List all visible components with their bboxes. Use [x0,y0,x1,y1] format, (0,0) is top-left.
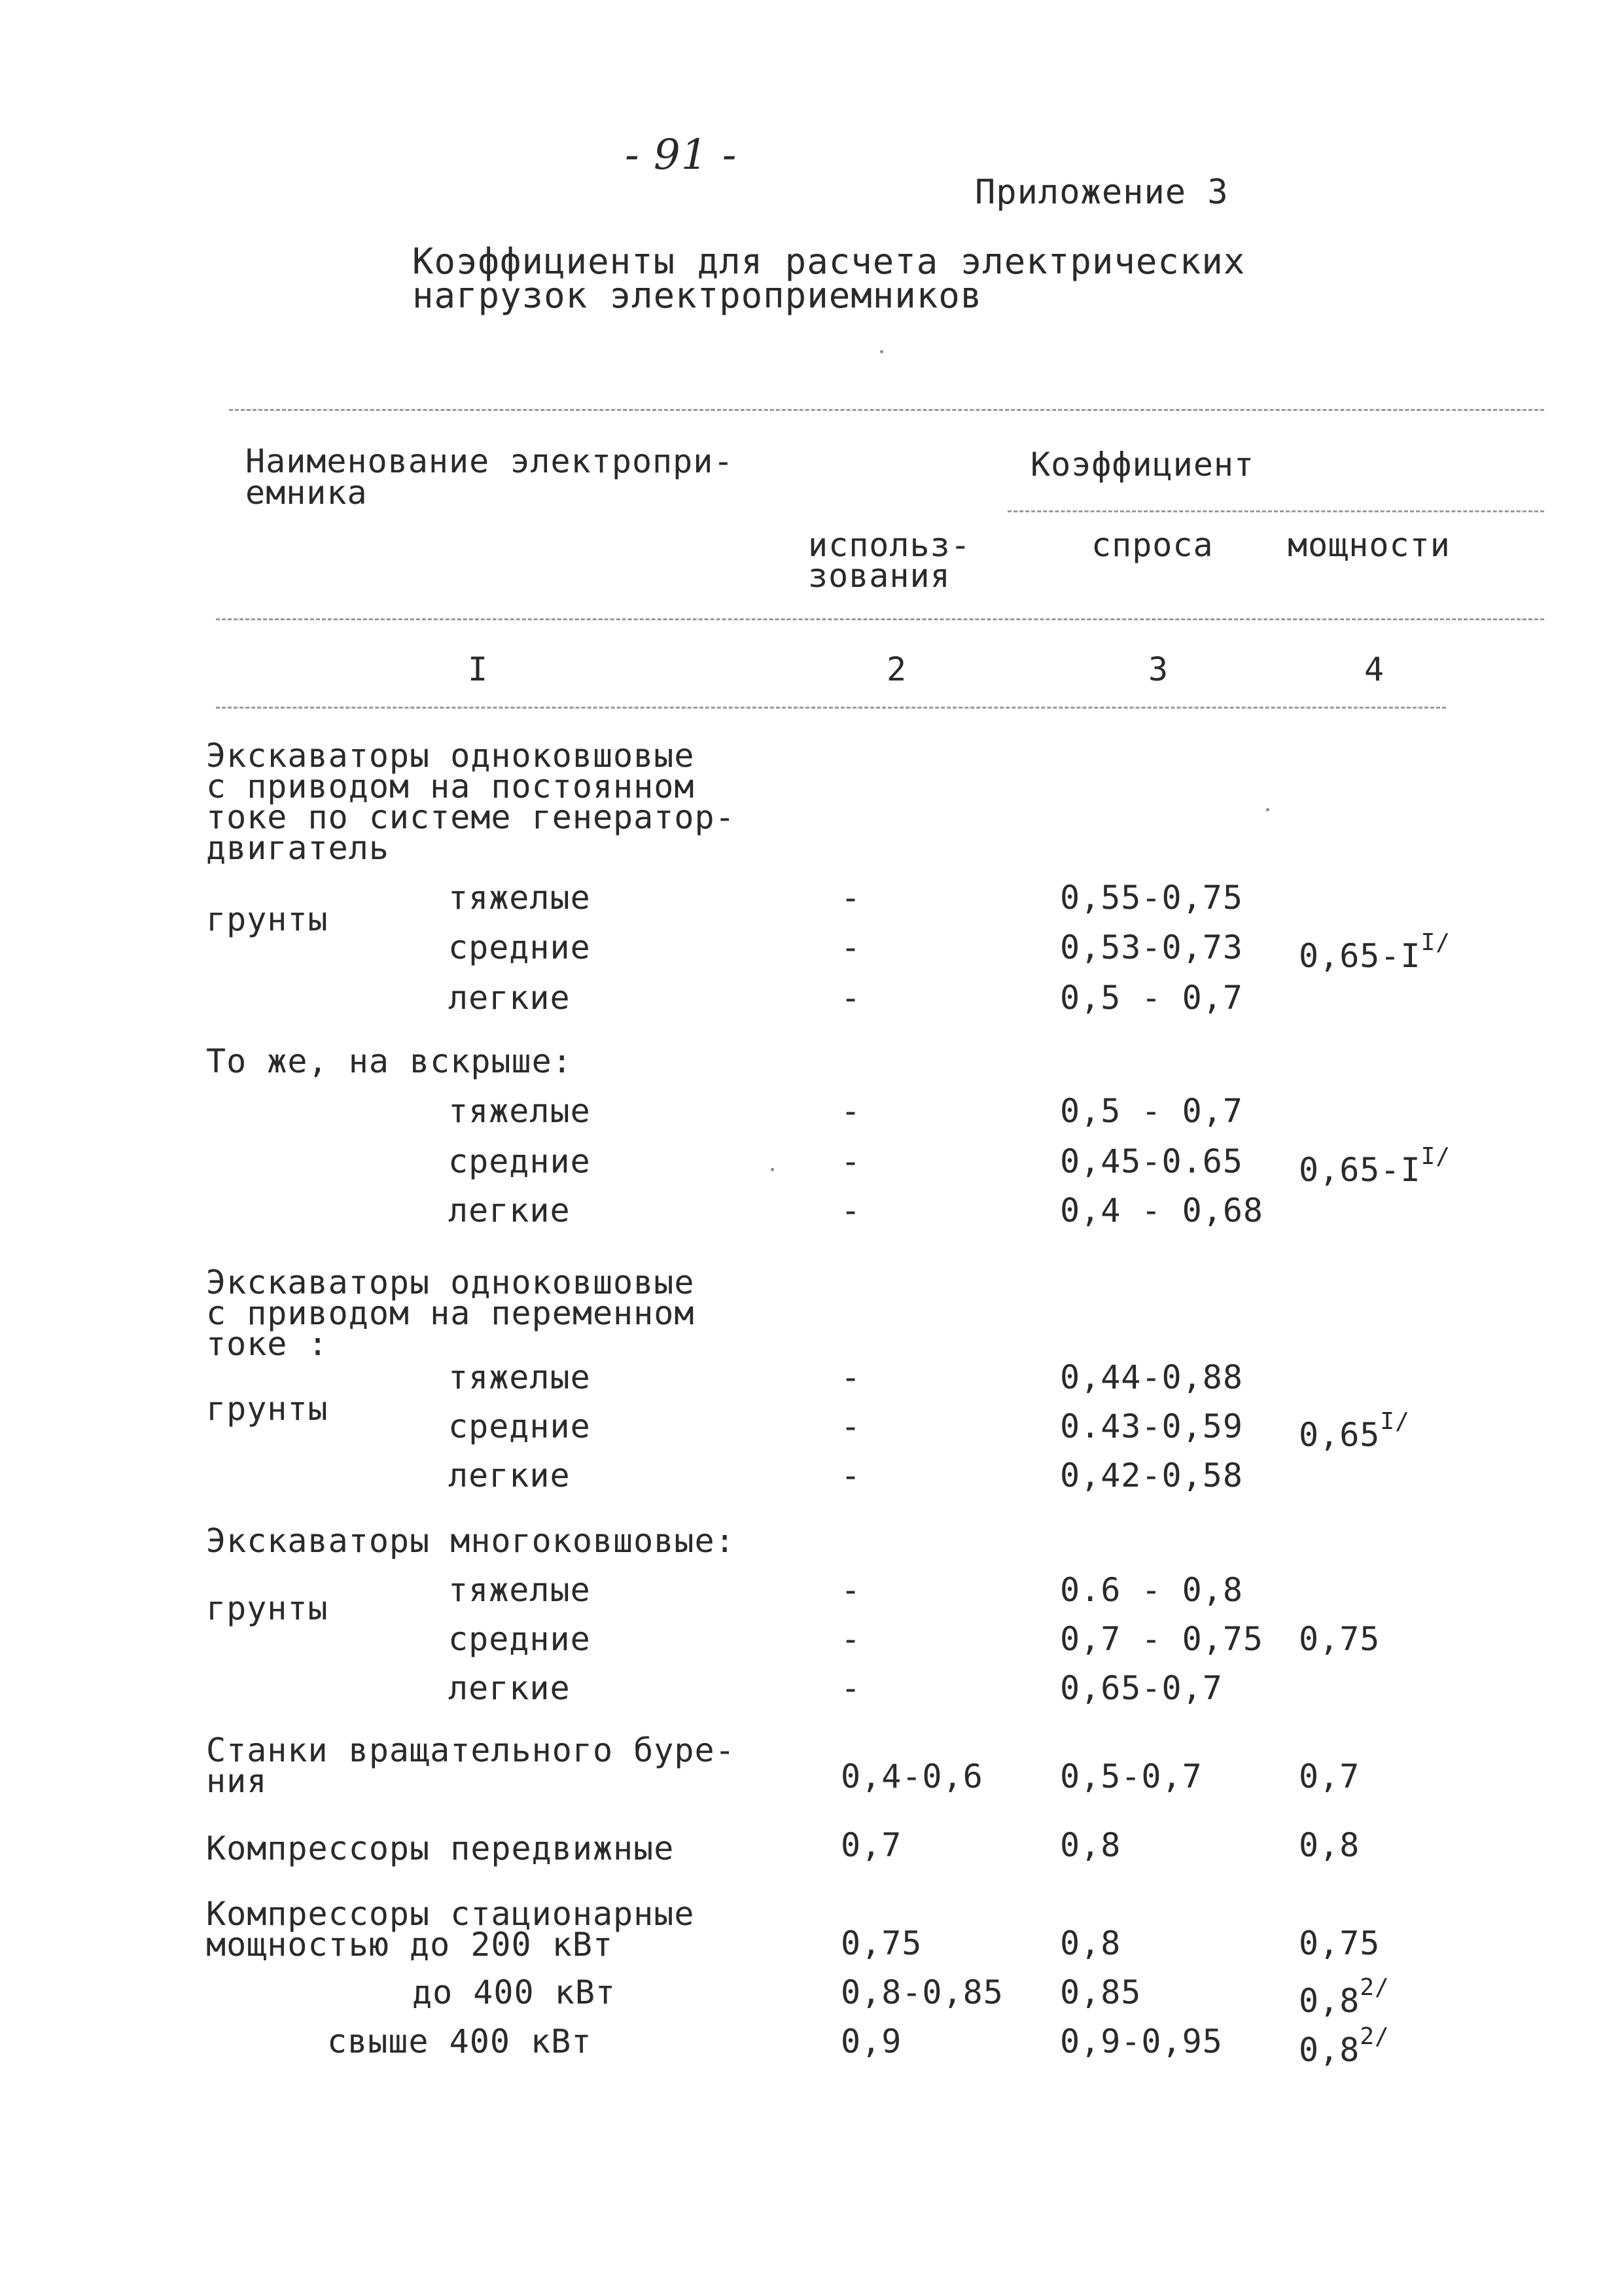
col-number-2: 2 [887,650,908,688]
section-4-row-1-demand: 0.6 - 0,8 [1060,1571,1243,1609]
section-7-row-3-power-value: 0,8 [1299,2031,1360,2069]
section-2-row-1-sub: тяжелые [448,1092,591,1130]
section-7-row-2-power [1299,1974,1390,2020]
section-2-row-2-demand: 0,45-0.65 [1060,1142,1243,1180]
section-5-title-line-2: ния [206,1762,268,1800]
section-2-power [1299,1143,1451,1189]
section-7-row-2-use: 0,8-0,85 [841,1973,1004,2011]
section-1-row-3-use: - [841,979,862,1017]
scan-speck [1266,808,1269,811]
section-3-row-3-use: - [841,1457,862,1494]
section-3-title-line-1: Экскаваторы одноковшовые [206,1263,695,1301]
section-7-row-3-label: свыше 400 кВт [327,2022,592,2060]
section-1-power-note: I/ [1420,929,1451,956]
section-6-use: 0,7 [841,1826,902,1864]
section-2-title: То же, на вскрыше: [206,1042,573,1080]
page-title-line-1: Коэффициенты для расчета электрических [412,241,1246,282]
section-3-row-1-sub: тяжелые [448,1358,591,1396]
section-1-row-2-demand: 0,53-0,73 [1060,928,1243,966]
section-2-row-2-sub: средние [448,1142,591,1180]
section-7-row-3-power-note: 2/ [1360,2023,1390,2050]
col-number-4: 4 [1364,650,1385,688]
section-1-power-value: 0,65-I [1299,937,1421,975]
section-7-row-3-power [1299,2023,1390,2069]
section-3-title-line-3: токе : [206,1325,328,1363]
col-number-rule [216,707,1446,709]
header-name-column-line-1: Наименование электропри- [245,442,734,480]
section-1-row-3-sub: легкие [448,979,571,1017]
header-name-column-line-2: емника [245,474,368,512]
section-5-title-line-1: Станки вращательного буре- [206,1731,735,1769]
section-2-power-note: I/ [1420,1143,1451,1170]
section-1-title-line-1: Экскаваторы одноковшовые [206,737,695,775]
section-3-title-line-2: с приводом на переменном [206,1294,695,1332]
header-demand: спроса [1091,526,1214,564]
coef-group-rule [1008,510,1544,512]
section-7-row-1-use: 0,75 [841,1924,923,1962]
section-2-row-2-use: - [841,1142,862,1180]
section-3-row-1-use: - [841,1358,862,1396]
section-3-power-note: I/ [1380,1408,1410,1435]
col-number-3: 3 [1148,650,1169,688]
section-3-row-2-use: - [841,1407,862,1445]
table-top-rule [229,409,1544,411]
section-4-row-2-sub: средние [448,1620,591,1658]
col-number-1: I [468,650,489,688]
section-6-power: 0,8 [1299,1826,1360,1864]
header-bottom-rule [216,618,1544,620]
section-1-row-3-demand: 0,5 - 0,7 [1060,979,1243,1017]
header-use-line-2: зования [808,557,951,595]
section-6-demand: 0,8 [1060,1826,1121,1864]
section-1-title-line-4: двигатель [206,829,389,867]
section-4-row-1-use: - [841,1571,862,1609]
section-1-group-label: грунты [206,900,328,938]
section-7-row-2-power-note: 2/ [1360,1974,1390,2001]
section-3-row-3-demand: 0,42-0,58 [1060,1457,1243,1494]
section-7-row-3-use: 0,9 [841,2022,902,2060]
section-7-row-1-demand: 0,8 [1060,1924,1121,1962]
section-7-row-2-label: до 400 кВт [412,1973,616,2011]
section-3-power [1299,1408,1410,1454]
section-3-row-1-demand: 0,44-0,88 [1060,1358,1243,1396]
header-use-line-1: использ- [808,526,971,564]
section-7-title-line-1: Компрессоры стационарные [206,1895,695,1933]
section-4-title: Экскаваторы многоковшовые: [206,1522,735,1560]
section-7-row-2-demand: 0,85 [1060,1973,1142,2011]
appendix-label: Приложение 3 [975,173,1229,212]
section-7-row-2-power-value: 0,8 [1299,1982,1360,2020]
page-number: - 91 - [625,131,737,179]
section-3-group-label: грунты [206,1390,328,1428]
section-2-row-3-sub: легкие [448,1192,571,1229]
section-2-row-1-use: - [841,1092,862,1130]
section-7-row-3-demand: 0,9-0,95 [1060,2022,1223,2060]
section-4-row-1-sub: тяжелые [448,1571,591,1609]
section-4-row-3-use: - [841,1669,862,1707]
section-2-power-value: 0,65-I [1299,1151,1421,1189]
section-4-row-2-use: - [841,1620,862,1658]
section-1-row-1-sub: тяжелые [448,879,591,917]
section-4-power: 0,75 [1299,1620,1381,1658]
section-1-title-line-3: токе по системе генератор- [206,798,735,836]
page-title-line-2: нагрузок электроприемников [412,275,983,316]
header-coefficient-group: Коэффициент [1031,446,1255,484]
section-3-row-3-sub: легкие [448,1457,571,1494]
section-4-row-3-sub: легкие [448,1669,571,1707]
scan-speck [771,1168,774,1171]
header-power: мощности [1288,526,1451,564]
section-3-row-2-demand: 0.43-0,59 [1060,1407,1243,1445]
section-3-row-2-sub: средние [448,1407,591,1445]
section-1-row-1-demand: 0,55-0,75 [1060,879,1243,917]
section-1-row-2-sub: средние [448,928,591,966]
section-6-title: Компрессоры передвижные [206,1829,675,1867]
section-1-row-1-use: - [841,879,862,917]
section-4-row-3-demand: 0,65-0,7 [1060,1669,1223,1707]
section-2-row-1-demand: 0,5 - 0,7 [1060,1092,1243,1130]
section-1-title-line-2: с приводом на постоянном [206,768,695,805]
section-5-use: 0,4-0,6 [841,1757,983,1795]
section-1-power [1299,929,1451,975]
section-4-row-2-demand: 0,7 - 0,75 [1060,1620,1264,1658]
section-5-demand: 0,5-0,7 [1060,1757,1203,1795]
section-2-row-3-demand: 0,4 - 0,68 [1060,1192,1264,1229]
section-4-group-label: грунты [206,1589,328,1627]
section-1-row-2-use: - [841,928,862,966]
scan-speck [880,350,883,353]
section-3-power-value: 0,65 [1299,1416,1381,1454]
section-5-power: 0,7 [1299,1757,1360,1795]
section-7-title-line-2: мощностью до 200 кВт [206,1926,614,1964]
section-7-row-1-power: 0,75 [1299,1924,1381,1962]
section-2-row-3-use: - [841,1192,862,1229]
